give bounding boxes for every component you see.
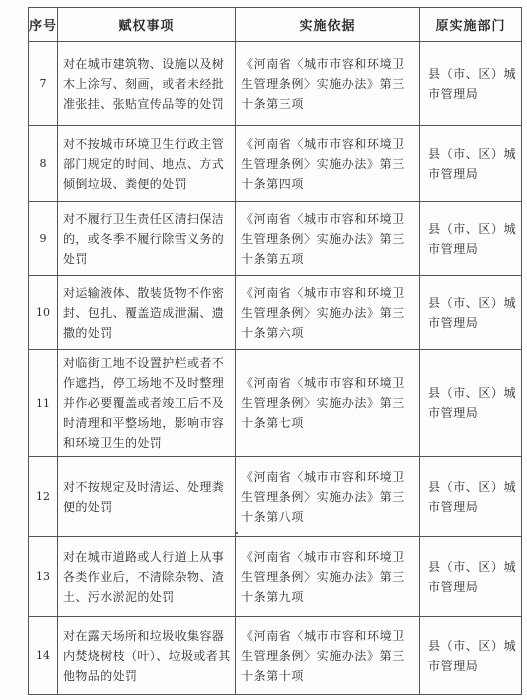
header-row bbox=[29, 8, 522, 42]
row-basis: 《河南省〈城市市容和环境卫生管理条例〉实施办法》第三十条第十项 bbox=[236, 617, 420, 695]
row-item: 对在城市建筑物、设施以及树木上涂写、刻画，或者未经批准张挂、张贴宣传品等的处罚 bbox=[58, 42, 236, 126]
row-no: 9 bbox=[29, 202, 58, 276]
row-basis: 《河南省〈城市市容和环境卫生管理条例〉实施办法》第三十条第四项 bbox=[236, 126, 420, 202]
table-row bbox=[29, 350, 522, 457]
row-item: 对在露天场所和垃圾收集容器内焚烧树枝（叶）、垃圾或者其他物品的处罚 bbox=[58, 617, 236, 695]
row-item: 对不按城市环境卫生行政主管部门规定的时间、地点、方式倾倒垃圾、粪便的处罚 bbox=[58, 126, 236, 202]
table-row bbox=[29, 202, 522, 276]
header-item: 赋权事项 bbox=[58, 8, 236, 42]
row-no: 13 bbox=[29, 537, 58, 617]
header-basis: 实施依据 bbox=[236, 8, 420, 42]
row-no: 10 bbox=[29, 276, 58, 350]
row-item: 对临街工地不设置护栏或者不作遮挡，停工场地不及时整理并作必要覆盖或者竣工后不及时清理和平整场地，影响市容和环境卫生的处罚 bbox=[58, 350, 236, 457]
authorization-table bbox=[28, 7, 522, 695]
row-basis: 《河南省〈城市市容和环境卫生管理条例〉实施办法》第三十条第三项 bbox=[236, 42, 420, 126]
row-dept: 县（市、区）城市管理局 bbox=[420, 457, 522, 537]
row-dept: 县（市、区）城市管理局 bbox=[420, 42, 522, 126]
row-dept: 县（市、区）城市管理局 bbox=[420, 202, 522, 276]
row-no: 11 bbox=[29, 350, 58, 457]
table-row bbox=[29, 42, 522, 126]
table-row bbox=[29, 276, 522, 350]
row-dept: 县（市、区）城市管理局 bbox=[420, 537, 522, 617]
row-item: 对在城市道路或人行道上从事各类作业后，不清除杂物、渣土、污水淤泥的处罚 bbox=[58, 537, 236, 617]
row-no: 7 bbox=[29, 42, 58, 126]
table-row bbox=[29, 537, 522, 617]
row-basis: 《河南省〈城市市容和环境卫生管理条例〉实施办法》第三十条第九项 bbox=[236, 537, 420, 617]
row-no: 8 bbox=[29, 126, 58, 202]
row-no: 12 bbox=[29, 457, 58, 537]
row-dept: 县（市、区）城市管理局 bbox=[420, 617, 522, 695]
row-dept: 县（市、区）城市管理局 bbox=[420, 350, 522, 457]
table-row bbox=[29, 126, 522, 202]
table-row bbox=[29, 457, 522, 537]
row-basis: 《河南省〈城市市容和环境卫生管理条例〉实施办法》第三十条第六项 bbox=[236, 276, 420, 350]
table-row bbox=[29, 617, 522, 695]
row-dept: 县（市、区）城市管理局 bbox=[420, 126, 522, 202]
row-basis: 《河南省〈城市市容和环境卫生管理条例〉实施办法》第三十条第七项 bbox=[236, 350, 420, 457]
row-item: 对不履行卫生责任区清扫保洁的，或冬季不履行除雪义务的处罚 bbox=[58, 202, 236, 276]
header-dept: 原实施部门 bbox=[420, 8, 522, 42]
header-no: 序号 bbox=[29, 8, 58, 42]
scan-speck bbox=[236, 532, 238, 534]
row-dept: 县（市、区）城市管理局 bbox=[420, 276, 522, 350]
row-no: 14 bbox=[29, 617, 58, 695]
row-basis: 《河南省〈城市市容和环境卫生管理条例〉实施办法》第三十条第五项 bbox=[236, 202, 420, 276]
row-basis: 《河南省〈城市市容和环境卫生管理条例〉实施办法》第三十条第八项 bbox=[236, 457, 420, 537]
row-item: 对不按规定及时清运、处理粪便的处罚 bbox=[58, 457, 236, 537]
row-item: 对运输液体、散装货物不作密封、包扎、覆盖造成泄漏、遗撒的处罚 bbox=[58, 276, 236, 350]
